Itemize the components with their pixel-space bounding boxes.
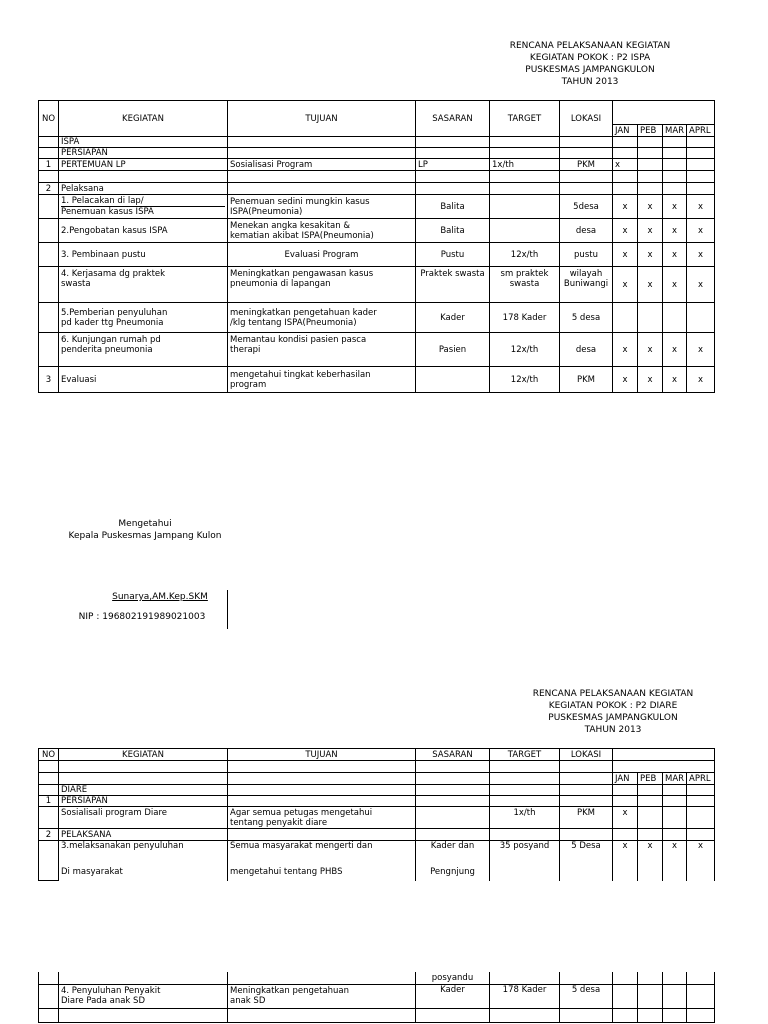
row-no: 2 xyxy=(39,183,59,195)
row-tujuan: Menekan angka kesakitan & kematian akibat ISPA(Pneumonia) xyxy=(228,219,416,243)
row-kegiatan: 4. Kerjasama dg praktek swasta xyxy=(59,267,228,303)
row-kegiatan: 3.melaksanakan penyuluhan Di masyarakat xyxy=(59,841,228,881)
month-aprl: APRL xyxy=(687,773,715,785)
row-peb: x xyxy=(638,841,663,881)
row-target: sm praktek swasta xyxy=(490,267,560,303)
col-header-tujuan: TUJUAN xyxy=(228,749,416,761)
row-aprl: x xyxy=(687,195,715,219)
col-header-kegiatan: KEGIATAN xyxy=(59,749,228,761)
row-tujuan: meningkatkan pengetahuan kader /klg tentang ISPA(Pneumonia) xyxy=(228,303,416,333)
row-mar: x xyxy=(663,333,687,367)
doc2-title: RENCANA PELAKSANAAN KEGIATAN xyxy=(532,689,694,699)
table-row xyxy=(39,243,715,267)
table-row xyxy=(39,267,715,303)
doc2-year: TAHUN 2013 xyxy=(584,725,642,735)
row-peb xyxy=(638,303,663,333)
row-kegiatan: PERTEMUAN LP xyxy=(59,159,228,171)
signature-nip: NIP : 196802191989021003 xyxy=(78,612,206,622)
month-aprl: APRL xyxy=(687,125,715,137)
row-target: 12x/th xyxy=(490,333,560,367)
col-header-no: NO xyxy=(39,101,59,137)
doc1-title: RENCANA PELAKSANAAN KEGIATAN xyxy=(509,41,671,51)
signature-name: Sunarya,AM.Kep.SKM xyxy=(112,592,208,602)
col-header-sasaran: SASARAN xyxy=(416,749,490,761)
table-row xyxy=(39,195,715,219)
row-no: 1 xyxy=(39,159,59,171)
row-mar: x xyxy=(663,841,687,881)
row-aprl: x xyxy=(687,219,715,243)
row-kegiatan: 4. Penyuluhan Penyakit Diare Pada anak SD xyxy=(59,984,228,1008)
row-lokasi: 5 desa xyxy=(560,984,613,1008)
section-label: DIARE xyxy=(59,785,228,796)
signature-position: Kepala Puskesmas Jampang Kulon xyxy=(68,531,222,541)
row-tujuan: Meningkatkan pengetahuan anak SD xyxy=(228,984,416,1008)
col-header-lokasi: LOKASI xyxy=(560,749,613,761)
row-sasaran xyxy=(416,367,490,393)
row-aprl: x xyxy=(687,841,715,881)
signature-divider xyxy=(227,590,228,629)
month-jan: JAN xyxy=(613,773,638,785)
row-jan: x xyxy=(613,267,638,303)
row-tujuan: Semua masyarakat mengerti dan mengetahui tentang PHBS xyxy=(228,841,416,881)
row-target: 12x/th xyxy=(490,243,560,267)
row-tujuan: Agar semua petugas mengetahui tentang penyakit diare xyxy=(228,807,416,829)
table-row xyxy=(39,972,715,984)
table-row xyxy=(39,171,715,183)
row-sasaran-continued: posyandu xyxy=(416,972,490,984)
row-jan: x xyxy=(613,219,638,243)
table-row xyxy=(39,333,715,367)
row-lokasi: 5 Desa xyxy=(560,841,613,881)
pelaksana-label: PELAKSANA xyxy=(59,829,228,841)
row-lokasi: 5desa xyxy=(560,195,613,219)
table-row xyxy=(39,785,715,796)
table-row xyxy=(39,829,715,841)
months-group-header xyxy=(613,101,715,125)
row-lokasi: PKM xyxy=(560,367,613,393)
row-lokasi: pustu xyxy=(560,243,613,267)
row-tujuan: Sosialisasi Program xyxy=(228,159,416,171)
row-jan: x xyxy=(613,807,638,829)
row-tujuan: mengetahui tingkat keberhasilan program xyxy=(228,367,416,393)
row-mar: x xyxy=(663,219,687,243)
pelaksana-label: Pelaksana xyxy=(59,183,228,195)
row-tujuan: Evaluasi Program xyxy=(228,243,416,267)
table-row xyxy=(39,984,715,1008)
row-mar: x xyxy=(663,195,687,219)
row-lokasi: 5 desa xyxy=(560,303,613,333)
row-lokasi: PKM xyxy=(560,159,613,171)
row-sasaran: Pasien xyxy=(416,333,490,367)
col-header-tujuan: TUJUAN xyxy=(228,101,416,137)
row-jan xyxy=(613,303,638,333)
table-row xyxy=(39,159,715,171)
row-jan: x xyxy=(613,333,638,367)
col-header-no: NO xyxy=(39,749,59,761)
row-aprl: x xyxy=(687,267,715,303)
row-aprl xyxy=(687,303,715,333)
row-target xyxy=(490,195,560,219)
row-sasaran: Kader xyxy=(416,303,490,333)
persiapan-label: PERSIAPAN xyxy=(59,796,228,807)
month-mar: MAR xyxy=(663,773,687,785)
persiapan-label: PERSIAPAN xyxy=(59,148,228,159)
row-target: 12x/th xyxy=(490,367,560,393)
row-lokasi: PKM xyxy=(560,807,613,829)
row-lokasi: wilayah Buniwangi xyxy=(560,267,613,303)
table-row xyxy=(39,137,715,148)
row-lokasi: desa xyxy=(560,219,613,243)
month-peb: PEB xyxy=(638,125,663,137)
table-row xyxy=(39,807,715,829)
row-tujuan: Memantau kondisi pasien pasca therapi xyxy=(228,333,416,367)
table-row xyxy=(39,303,715,333)
table-row xyxy=(39,183,715,195)
col-header-target: TARGET xyxy=(490,749,560,761)
month-mar: MAR xyxy=(663,125,687,137)
row-target: 1x/th xyxy=(490,159,560,171)
row-no: 1 xyxy=(39,796,59,807)
row-no: 3 xyxy=(39,367,59,393)
row-kegiatan: Sosialisali program Diare xyxy=(59,807,228,829)
row-peb: x xyxy=(638,219,663,243)
row-tujuan: Meningkatkan pengawasan kasus pneumonia di lapangan xyxy=(228,267,416,303)
doc2-puskesmas: PUSKESMAS JAMPANGKULON xyxy=(548,713,678,723)
row-target: 178 Kader xyxy=(490,303,560,333)
months-group-header xyxy=(613,749,715,761)
row-kegiatan: 2.Pengobatan kasus ISPA xyxy=(59,219,228,243)
col-header-kegiatan: KEGIATAN xyxy=(59,101,228,137)
row-sasaran: Balita xyxy=(416,219,490,243)
month-peb: PEB xyxy=(638,773,663,785)
table-row xyxy=(39,219,715,243)
section-label: ISPA xyxy=(59,137,228,148)
doc2-table-continued xyxy=(38,972,715,1023)
row-peb: x xyxy=(638,267,663,303)
row-sasaran: LP xyxy=(416,159,490,171)
row-target xyxy=(490,219,560,243)
row-tujuan: Penemuan sedini mungkin kasus ISPA(Pneumonia) xyxy=(228,195,416,219)
row-peb: x xyxy=(638,243,663,267)
row-kegiatan: 5.Pemberian penyuluhan pd kader ttg Pneumonia xyxy=(59,303,228,333)
doc1-header xyxy=(470,40,710,88)
row-aprl: x xyxy=(687,243,715,267)
row-mar: x xyxy=(663,267,687,303)
col-header-lokasi: LOKASI xyxy=(560,101,613,137)
doc1-table xyxy=(38,100,715,393)
doc2-header xyxy=(493,688,733,736)
doc2-subtitle: KEGIATAN POKOK : P2 DIARE xyxy=(548,701,678,711)
row-lokasi: desa xyxy=(560,333,613,367)
table-row xyxy=(39,796,715,807)
table-row xyxy=(39,367,715,393)
row-peb: x xyxy=(638,333,663,367)
row-sasaran: Pustu xyxy=(416,243,490,267)
month-jan: JAN xyxy=(613,125,638,137)
row-peb: x xyxy=(638,367,663,393)
row-sasaran: Praktek swasta xyxy=(416,267,490,303)
row-kegiatan: 3. Pembinaan pustu xyxy=(59,243,228,267)
row-mar xyxy=(663,303,687,333)
row-kegiatan: 6. Kunjungan rumah pd penderita pneumonia xyxy=(59,333,228,367)
table-row xyxy=(39,148,715,159)
row-target: 1x/th xyxy=(490,807,560,829)
doc2-table xyxy=(38,748,715,881)
row-jan: x xyxy=(613,195,638,219)
row-target: 178 Kader xyxy=(490,984,560,1008)
row-mar: x xyxy=(663,243,687,267)
doc1-puskesmas: PUSKESMAS JAMPANGKULON xyxy=(525,65,655,75)
row-mar: x xyxy=(663,367,687,393)
table-row xyxy=(39,841,715,881)
row-jan: x xyxy=(613,159,638,171)
row-sasaran: Kader xyxy=(416,984,490,1008)
row-aprl: x xyxy=(687,367,715,393)
row-kegiatan: 1. Pelacakan di lap/ Penemuan kasus ISPA xyxy=(59,195,228,219)
row-aprl: x xyxy=(687,333,715,367)
row-kegiatan: Evaluasi xyxy=(59,367,228,393)
row-peb: x xyxy=(638,195,663,219)
doc1-subtitle: KEGIATAN POKOK : P2 ISPA xyxy=(529,53,651,63)
table-row xyxy=(39,1008,715,1022)
col-header-target: TARGET xyxy=(490,101,560,137)
row-sasaran: Balita xyxy=(416,195,490,219)
signature-mengetahui: Mengetahui xyxy=(118,519,172,529)
col-header-sasaran: SASARAN xyxy=(416,101,490,137)
row-jan: x xyxy=(613,841,638,881)
row-jan: x xyxy=(613,367,638,393)
table-row xyxy=(39,761,715,773)
row-jan: x xyxy=(613,243,638,267)
signature-block xyxy=(60,518,230,542)
row-no: 2 xyxy=(39,829,59,841)
doc1-year: TAHUN 2013 xyxy=(561,77,619,87)
row-target: 35 posyand xyxy=(490,841,560,881)
row-sasaran: Kader dan Pengnjung xyxy=(416,841,490,881)
